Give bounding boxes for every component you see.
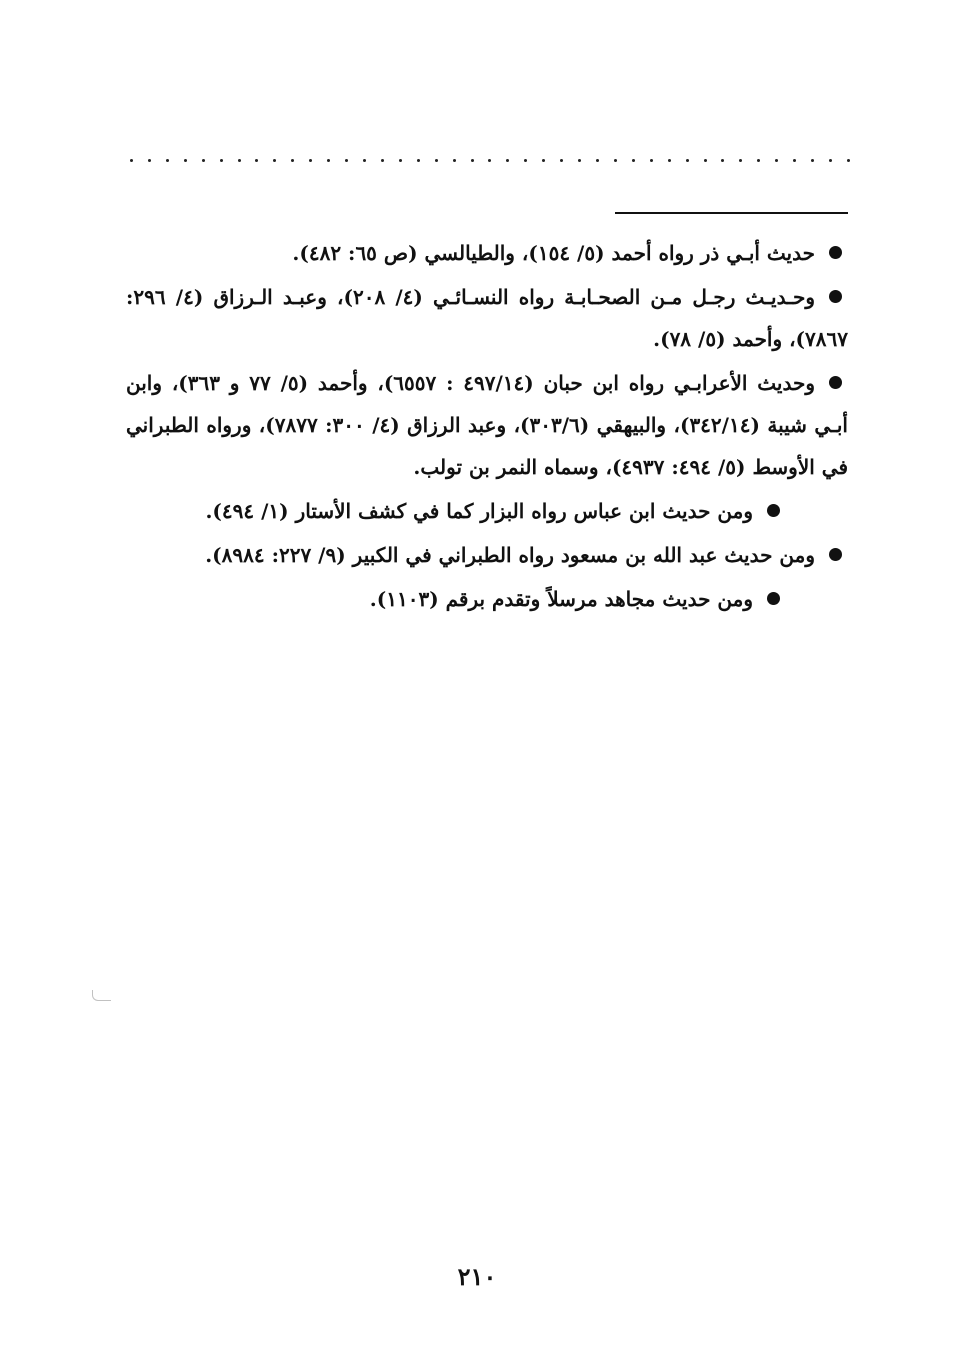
separator-dot [381, 159, 384, 162]
separator-dot [184, 159, 187, 162]
separator-dot [757, 159, 760, 162]
footnote-text: ومن حديث ابن عباس رواه البزار كما في كشف الأستار (١/ ٤٩٤). [205, 499, 753, 523]
separator-dot [686, 159, 689, 162]
separator-dot [255, 159, 258, 162]
separator-dot [632, 159, 635, 162]
separator-dot [363, 159, 366, 162]
separator-dot [614, 159, 617, 162]
separator-dot [471, 159, 474, 162]
separator-dot [417, 159, 420, 162]
separator-dot [506, 159, 509, 162]
separator-dot [327, 159, 330, 162]
separator-dot [202, 159, 205, 162]
bullet-icon [829, 548, 842, 561]
page-number: ٢١٠ [457, 1262, 497, 1291]
separator-dot [435, 159, 438, 162]
footnote-1 [126, 232, 848, 274]
separator-dot [793, 159, 796, 162]
footnote-2 [126, 276, 848, 360]
separator-dot [148, 159, 151, 162]
scan-speck [92, 990, 111, 1001]
footnote-text: ومن حديث مجاهد مرسلاً وتقدم برقم (١١٠٣). [369, 587, 753, 611]
bullet-icon [829, 246, 842, 259]
separator-dot [596, 159, 599, 162]
separator-dot [524, 159, 527, 162]
separator-dot [542, 159, 545, 162]
separator-dot [811, 159, 814, 162]
footnote-5 [126, 534, 848, 576]
separator-dot [775, 159, 778, 162]
separator-dot [829, 159, 832, 162]
separator-dot [668, 159, 671, 162]
bullet-icon [829, 376, 842, 389]
footnote-text: وحديث الأعرابـي رواه ابن حبان (٤٩٧/١٤ : ٦٥٥٧)، وأحمد (٥/ ٧٧ و ٣٦٣)، وابن أبـي شيبة (٣٤٢/١٤)، والبيهقي (٣٠٣/٦)، وعبد الرزاق (٤/ ٣٠٠: ٧٨٧٧)، ورواه الطبراني في الأوسط (٥/ ٤٩٤: ٤٩٣٧)، وسماه النمر بن تولب. [126, 371, 848, 479]
footnotes [126, 232, 848, 622]
footnote-3 [126, 362, 848, 488]
separator-dot [345, 159, 348, 162]
separator-dot [847, 159, 850, 162]
separator-dot [291, 159, 294, 162]
separator-dot [399, 159, 402, 162]
separator-dot [130, 159, 133, 162]
footnote-text: وحـديـث رجـل مـن الصحـابـة رواه النسـائـي (٤/ ٢٠٨)، وعبـد الـرزاق (٤/ ٢٩٦: ٧٨٦٧)، وأحمد (٥/ ٧٨). [126, 285, 848, 351]
separator-dot [704, 159, 707, 162]
separator-dot [721, 159, 724, 162]
footnote-text: ومن حديث عبد الله بن مسعود رواه الطبراني في الكبير (٩/ ٢٢٧: ٨٩٨٤). [205, 543, 815, 567]
bullet-icon [767, 592, 780, 605]
separator-dot [453, 159, 456, 162]
separator-dot [166, 159, 169, 162]
separator-dot [739, 159, 742, 162]
separator-dot [488, 159, 491, 162]
bullet-icon [767, 504, 780, 517]
dotted-separator [130, 150, 850, 170]
footnote-rule [615, 212, 848, 214]
separator-dot [238, 159, 241, 162]
footnote-text: حديث أبـي ذر رواه أحمد (٥/ ١٥٤)، والطيالسي (ص ٦٥: ٤٨٢). [292, 241, 815, 265]
footnote-4 [126, 490, 848, 532]
separator-dot [220, 159, 223, 162]
bullet-icon [829, 290, 842, 303]
footnote-6 [126, 578, 848, 620]
separator-dot [578, 159, 581, 162]
separator-dot [560, 159, 563, 162]
separator-dot [650, 159, 653, 162]
separator-dot [273, 159, 276, 162]
separator-dot [309, 159, 312, 162]
